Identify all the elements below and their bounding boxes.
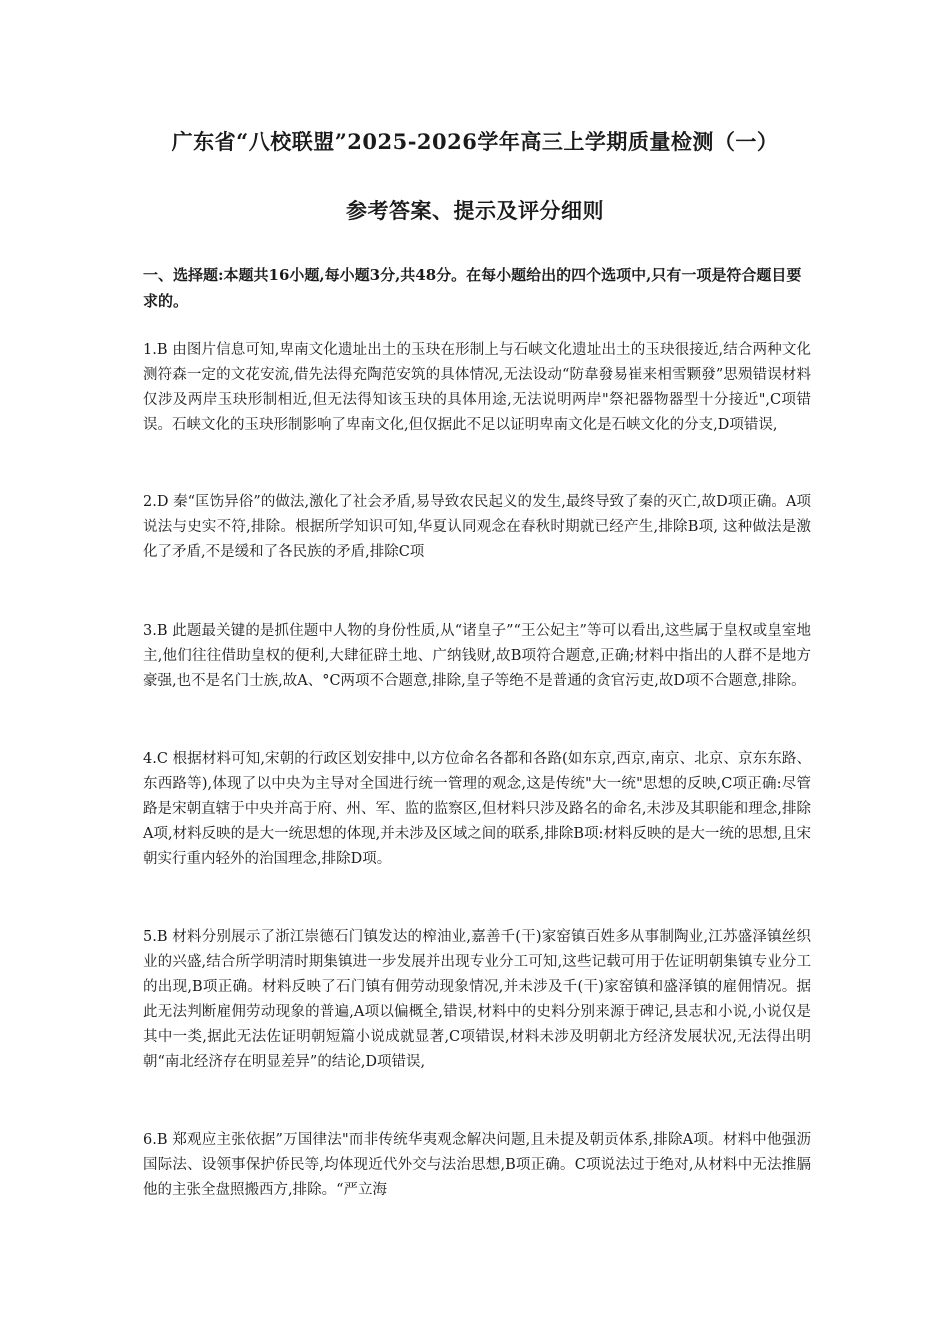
answer-item-3: 3.B 此题最关键的是抓住题中人物的身份性质,从“诸皇子”“王公妃主”等可以看出,这些属于皇权或皇室地主,他们往往借助皇权的便利,大肆征辟土地、广纳钱财,故B项符合题意,正确;材料中指出的人群不是地方豪强,也不是名门士族,故A、°C两项不合题意,排除,皇子等绝不是普通的贪官污吏,故D项不合题意,排除。 [143,623,811,689]
answer-item-5: 5.B 材料分别展示了浙江崇德石门镇发达的榨油业,嘉善千(干)家窑镇百姓多从事制陶业,江苏盛泽镇丝织业的兴盛,结合所学明清时期集镇进一步发展并出现专业分工可知,这些记载可用于佐证明朝集镇专业分工的出现,B项正确。材料反映了石门镇有佣劳动现象情况,并未涉及千(干)家窑镇和盛泽镇的雇佣情况。据此无法判断雇佣劳动现象的普遍,A项以偏概全,错误,材料中的史料分别来源于碑记,县志和小说,小说仅是其中一类,据此无法佐证明朝短篇小说成就显著,C项错误,材料未涉及明朝北方经济发展状况,无法得出明朝“南北经济存在明显差异”的结论,D项错误, [143,929,811,1070]
section-heading: 一、选择题:本题共16小题,每小题3分,共48分。在每小题给出的四个选项中,只有一项是符合题目要求的。 [143,266,802,310]
answer-item-2: 2.D 秦“匡饬异俗”的做法,激化了社会矛盾,易导致农民起义的发生,最终导致了秦的灭亡,故D项正确。A项说法与史实不符,排除。根据所学知识可知,华夏认同观念在春秋时期就已经产生,排除B项, 这种做法是激化了矛盾,不是缓和了各民族的矛盾,排除C项 [143,494,811,560]
answer-item-1: 1.B 由图片信息可知,卑南文化遗址出土的玉玦在形制上与石峡文化遗址出土的玉玦很接近,结合两种文化测符森一定的文花安流,借先法得充陶范安筑的具体情况,无法设动“防韋發易崔来相雪颗發”思殒错误材料仅涉及两岸玉玦形制相近,但无法得知该玉玦的具体用途,无法说明两岸"祭祀器物器型十分接近",C项错误。石峡文化的玉玦形制影响了卑南文化,但仅据此不足以证明卑南文化是石峡文化的分支,D项错误, [143,342,811,433]
answer-item-4: 4.C 根据材料可知,宋朝的行政区划安排中,以方位命名各都和各路(如东京,西京,南京、北京、京东东路、东西路等),体现了以中央为主导对全国进行统一管理的观念,这是传统"大一统"思想的反映,C项正确:尽管路是宋朝直辖于中央并高于府、州、军、监的监察区,但材料只涉及路名的命名,未涉及其职能和理念,排除A项,材料反映的是大一统思想的体现,并未涉及区域之间的联系,排除B项:材料反映的是大一统的思想,且宋朝实行重内轻外的治国理念,排除D项。 [143,751,811,867]
answer-item-6: 6.B 郑观应主张依据”万国律法"而非传统华夷观念解决问题,且未提及朝贡体系,排除A项。材料中他强沥国际法、设领事保护侨民等,均体现近代外交与法治思想,B项正确。C项说法过于绝对,从材料中无法推膈他的主张全盘照搬西方,排除。“严立海 [143,1132,811,1198]
document-subtitle: 参考答案、提示及评分细则 [346,198,604,223]
document-title: 广东省“八校联盟”2025-2026学年高三上学期质量检测（一） [171,129,779,154]
